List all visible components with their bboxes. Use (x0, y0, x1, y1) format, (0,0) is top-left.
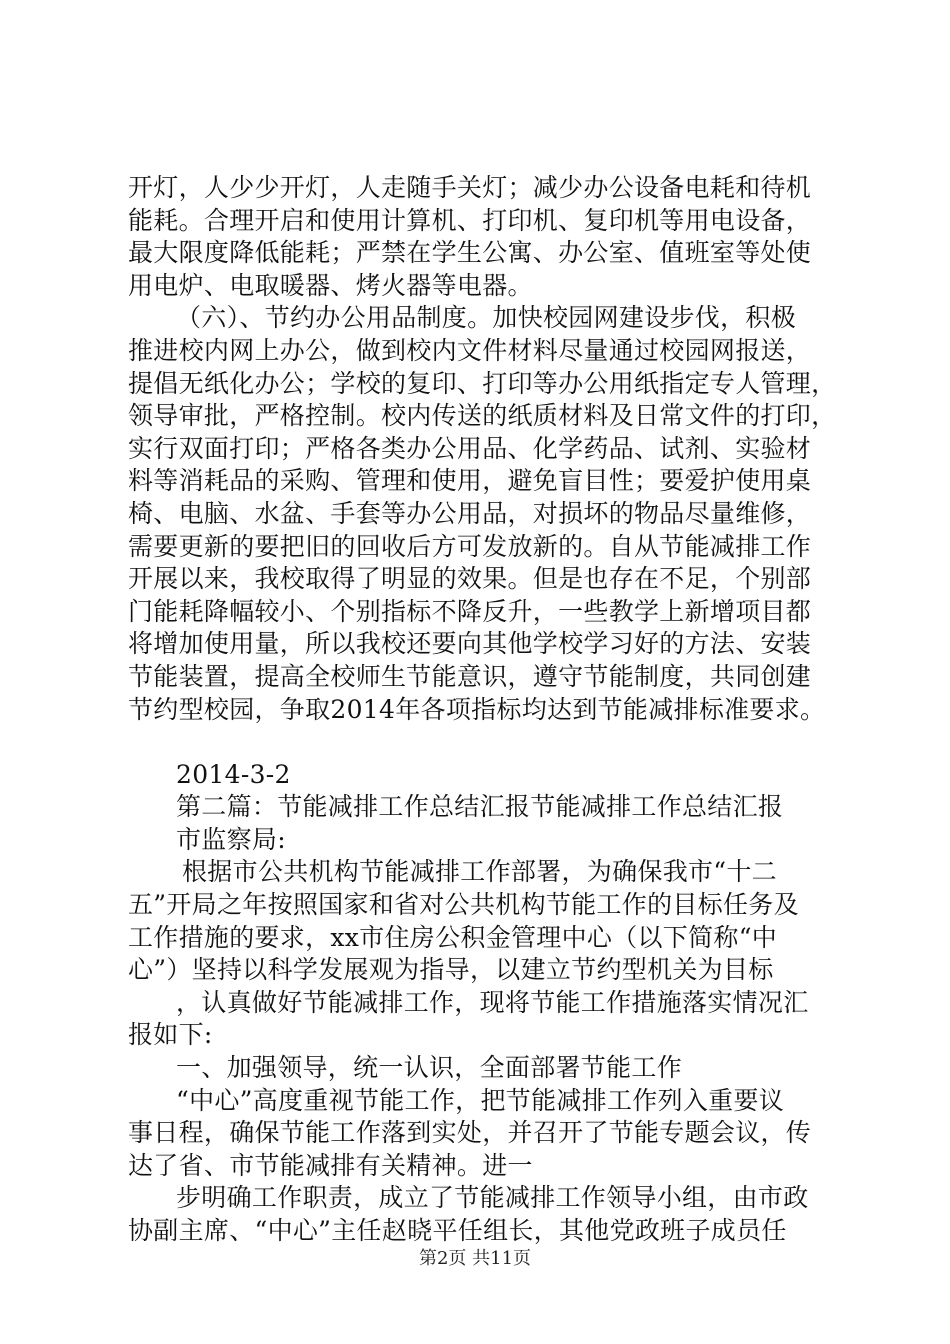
text-line: 将增加使用量，所以我校还要向其他学校学习好的方法、安装 (128, 629, 812, 659)
page-footer: 第2页 共11页 (418, 1248, 532, 1269)
text-line: （六）、节约办公用品制度。加快校园网建设步伐，积极 (176, 303, 797, 333)
text-line: 报如下: (128, 1020, 213, 1050)
text-line: ，认真做好节能减排工作，现将节能工作措施落实情况汇 (176, 987, 809, 1017)
paragraph-gap (128, 726, 828, 759)
text-line: 达了省、市节能减排有关精神。进一 (128, 1150, 533, 1180)
text-line: 事日程，确保节能工作落到实处，并召开了节能专题会议，传 (128, 1118, 812, 1148)
text-line: “中心”高度重视节能工作，把节能减排工作列入重要议 (176, 1085, 785, 1115)
text-line: 心”）坚持以科学发展观为指导，以建立节约型机关为目标 (128, 955, 774, 985)
text-line: 椅、电脑、水盆、手套等办公用品，对损坏的物品尽量维修， (128, 498, 812, 528)
text-line: 提倡无纸化办公；学校的复印、打印等办公用纸指定专人管理， (128, 368, 837, 398)
text-line: 最大限度降低能耗；严禁在学生公寓、办公室、值班室等处使 (128, 238, 812, 268)
heading-line: 一、加强领导，统一认识，全面部署节能工作 (176, 1053, 683, 1083)
section-title: 第二篇：节能减排工作总结汇报节能减排工作总结汇报 (176, 792, 784, 822)
text-line: 节能装置，提高全校师生节能意识，遵守节能制度，共同创建 (128, 661, 812, 691)
text-line: 领导审批，严格控制。校内传送的纸质材料及日常文件的打印， (128, 401, 837, 431)
document-body (128, 172, 837, 1248)
text-line: 步明确工作职责，成立了节能减排工作领导小组，由市政 (176, 1183, 809, 1213)
text-line: 门能耗降幅较小、个别指标不降反升，一些教学上新增项目都 (128, 596, 812, 626)
text-line: 用电炉、电取暖器、烤火器等电器。 (128, 270, 533, 300)
date-line: 2014-3-2 (176, 759, 291, 789)
text-line: 协副主席、“中心”主任赵晓平任组长，其他党政班子成员任 (128, 1216, 787, 1245)
text-line: 能耗。合理开启和使用计算机、打印机、复印机等用电设备， (128, 205, 812, 235)
text-line: 节约型校园，争取2014年各项指标均达到节能减排标准要求。 (128, 694, 826, 724)
addressee: 市监察局: (176, 824, 286, 854)
text-line: 工作措施的要求，xx市住房公积金管理中心（以下简称“中 (128, 922, 778, 952)
text-line: 开展以来，我校取得了明显的效果。但是也存在不足，个别部 (128, 564, 812, 594)
text-line: 推进校内网上办公，做到校内文件材料尽量通过校园网报送， (128, 335, 812, 365)
text-line: 料等消耗品的采购、管理和使用，避免盲目性；要爱护使用桌 (128, 466, 812, 496)
text-line: 五”开局之年按照国家和省对公共机构节能工作的目标任务及 (128, 890, 799, 920)
text-line: 实行双面打印；严格各类办公用品、化学药品、试剂、实验材 (128, 433, 812, 463)
text-line: 根据市公共机构节能减排工作部署，为确保我市“十二 (182, 857, 777, 887)
text-line: 开灯，人少少开灯，人走随手关灯；减少办公设备电耗和待机 (128, 173, 812, 202)
text-line: 需要更新的要把旧的回收后方可发放新的。自从节能减排工作 (128, 531, 812, 561)
